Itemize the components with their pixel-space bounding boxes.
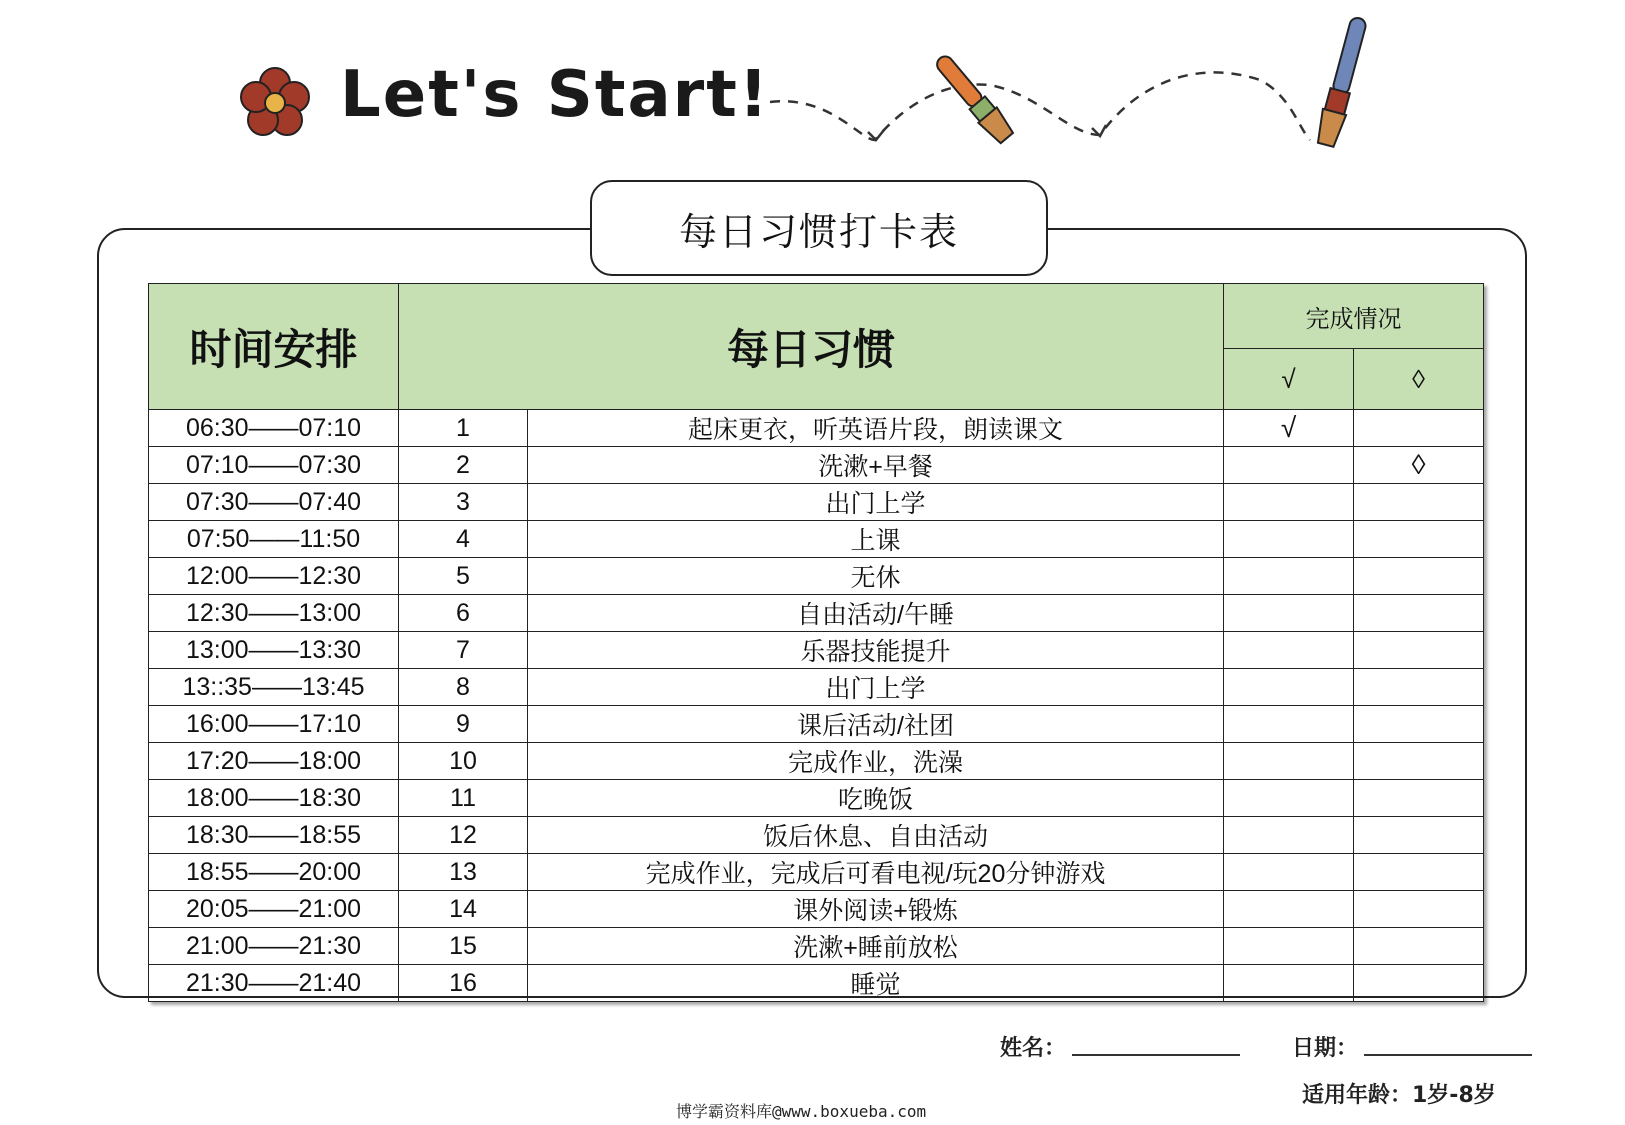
habit-cell: 课后活动/社团: [528, 706, 1224, 743]
habit-cell: 完成作业，洗澡: [528, 743, 1224, 780]
check-cell[interactable]: √: [1224, 410, 1354, 447]
time-cell: 16:00——17:10: [149, 706, 399, 743]
time-cell: 18:30——18:55: [149, 817, 399, 854]
paintbrush-icon: [931, 51, 1016, 146]
time-cell: 18:00——18:30: [149, 780, 399, 817]
number-cell: 2: [399, 447, 528, 484]
diamond-cell[interactable]: [1354, 965, 1484, 1002]
habit-cell: 乐器技能提升: [528, 632, 1224, 669]
table-row: [149, 965, 1484, 1002]
table-row: [149, 854, 1484, 891]
header-check: √: [1224, 349, 1354, 410]
number-cell: 3: [399, 484, 528, 521]
number-cell: 9: [399, 706, 528, 743]
time-cell: 18:55——20:00: [149, 854, 399, 891]
header-diamond: ◊: [1354, 349, 1484, 410]
number-cell: 1: [399, 410, 528, 447]
check-cell[interactable]: [1224, 558, 1354, 595]
diamond-cell[interactable]: [1354, 410, 1484, 447]
watermark: 博学霸资料库@www.boxueba.com: [676, 1102, 927, 1121]
header-done: 完成情况: [1224, 284, 1484, 349]
time-cell: 07:30——07:40: [149, 484, 399, 521]
time-cell: 12:00——12:30: [149, 558, 399, 595]
time-cell: 07:10——07:30: [149, 447, 399, 484]
check-cell[interactable]: [1224, 521, 1354, 558]
table-row: [149, 891, 1484, 928]
table-row: [149, 669, 1484, 706]
diamond-cell[interactable]: [1354, 669, 1484, 706]
number-cell: 8: [399, 669, 528, 706]
table-row: [149, 706, 1484, 743]
time-cell: 21:00——21:30: [149, 928, 399, 965]
date-line[interactable]: [1364, 1054, 1532, 1056]
check-cell[interactable]: [1224, 632, 1354, 669]
diamond-cell[interactable]: [1354, 817, 1484, 854]
name-line[interactable]: [1072, 1054, 1240, 1056]
name-label: 姓名：: [1000, 1036, 1067, 1061]
number-cell: 12: [399, 817, 528, 854]
habit-cell: 课外阅读+锻炼: [528, 891, 1224, 928]
table-row: [149, 632, 1484, 669]
time-cell: 17:20——18:00: [149, 743, 399, 780]
check-cell[interactable]: [1224, 965, 1354, 1002]
check-cell[interactable]: [1224, 891, 1354, 928]
habit-cell: 完成作业，完成后可看电视/玩20分钟游戏: [528, 854, 1224, 891]
banner-title: Let's Start!: [340, 58, 770, 132]
check-cell[interactable]: [1224, 780, 1354, 817]
diamond-cell[interactable]: [1354, 521, 1484, 558]
habit-cell: 睡觉: [528, 965, 1224, 1002]
number-cell: 6: [399, 595, 528, 632]
number-cell: 5: [399, 558, 528, 595]
table-row: [149, 780, 1484, 817]
check-cell[interactable]: [1224, 669, 1354, 706]
diamond-cell[interactable]: [1354, 632, 1484, 669]
check-cell[interactable]: [1224, 743, 1354, 780]
diamond-cell[interactable]: [1354, 780, 1484, 817]
age-label: 适用年龄：1岁-8岁: [1302, 1083, 1496, 1108]
table-row: [149, 595, 1484, 632]
flower-icon: [241, 68, 309, 135]
table-row: [149, 410, 1484, 447]
diamond-cell[interactable]: [1354, 743, 1484, 780]
table-row: [149, 484, 1484, 521]
diamond-cell[interactable]: [1354, 928, 1484, 965]
check-cell[interactable]: [1224, 484, 1354, 521]
date-label: 日期：: [1292, 1036, 1359, 1061]
habit-cell: 洗漱+睡前放松: [528, 928, 1224, 965]
table-row: [149, 558, 1484, 595]
habit-table: [148, 283, 1484, 1002]
habit-cell: 洗漱+早餐: [528, 447, 1224, 484]
check-cell[interactable]: [1224, 817, 1354, 854]
header-habit: 每日习惯: [399, 284, 1224, 410]
time-cell: 12:30——13:00: [149, 595, 399, 632]
habit-cell: 出门上学: [528, 484, 1224, 521]
number-cell: 10: [399, 743, 528, 780]
diamond-cell[interactable]: [1354, 484, 1484, 521]
table-row: [149, 447, 1484, 484]
diamond-cell[interactable]: [1354, 595, 1484, 632]
diamond-cell[interactable]: [1354, 558, 1484, 595]
time-cell: 06:30——07:10: [149, 410, 399, 447]
habit-cell: 起床更衣，听英语片段，朗读课文: [528, 410, 1224, 447]
diamond-cell[interactable]: ◊: [1354, 447, 1484, 484]
number-cell: 11: [399, 780, 528, 817]
time-cell: 07:50——11:50: [149, 521, 399, 558]
header-time: 时间安排: [149, 284, 399, 410]
number-cell: 13: [399, 854, 528, 891]
banner-art: [0, 0, 1625, 170]
habit-cell: 上课: [528, 521, 1224, 558]
check-cell[interactable]: [1224, 595, 1354, 632]
check-cell[interactable]: [1224, 854, 1354, 891]
habit-cell: 吃晚饭: [528, 780, 1224, 817]
check-cell[interactable]: [1224, 447, 1354, 484]
number-cell: 14: [399, 891, 528, 928]
diamond-cell[interactable]: [1354, 891, 1484, 928]
diamond-cell[interactable]: [1354, 854, 1484, 891]
number-cell: 7: [399, 632, 528, 669]
check-cell[interactable]: [1224, 706, 1354, 743]
time-cell: 13::35——13:45: [149, 669, 399, 706]
table-row: [149, 521, 1484, 558]
habit-cell: 出门上学: [528, 669, 1224, 706]
table-row: [149, 928, 1484, 965]
time-cell: 20:05——21:00: [149, 891, 399, 928]
habit-cell: 自由活动/午睡: [528, 595, 1224, 632]
sheet-title: 每日习惯打卡表: [590, 180, 1048, 276]
check-cell[interactable]: [1224, 928, 1354, 965]
habit-cell: 无休: [528, 558, 1224, 595]
diamond-cell[interactable]: [1354, 706, 1484, 743]
table-row: [149, 743, 1484, 780]
paintbrush-icon: [1314, 15, 1371, 148]
number-cell: 15: [399, 928, 528, 965]
habit-cell: 饭后休息、自由活动: [528, 817, 1224, 854]
table-row: [149, 817, 1484, 854]
time-cell: 13:00——13:30: [149, 632, 399, 669]
number-cell: 4: [399, 521, 528, 558]
time-cell: 21:30——21:40: [149, 965, 399, 1002]
banner: [0, 0, 1625, 170]
number-cell: 16: [399, 965, 528, 1002]
